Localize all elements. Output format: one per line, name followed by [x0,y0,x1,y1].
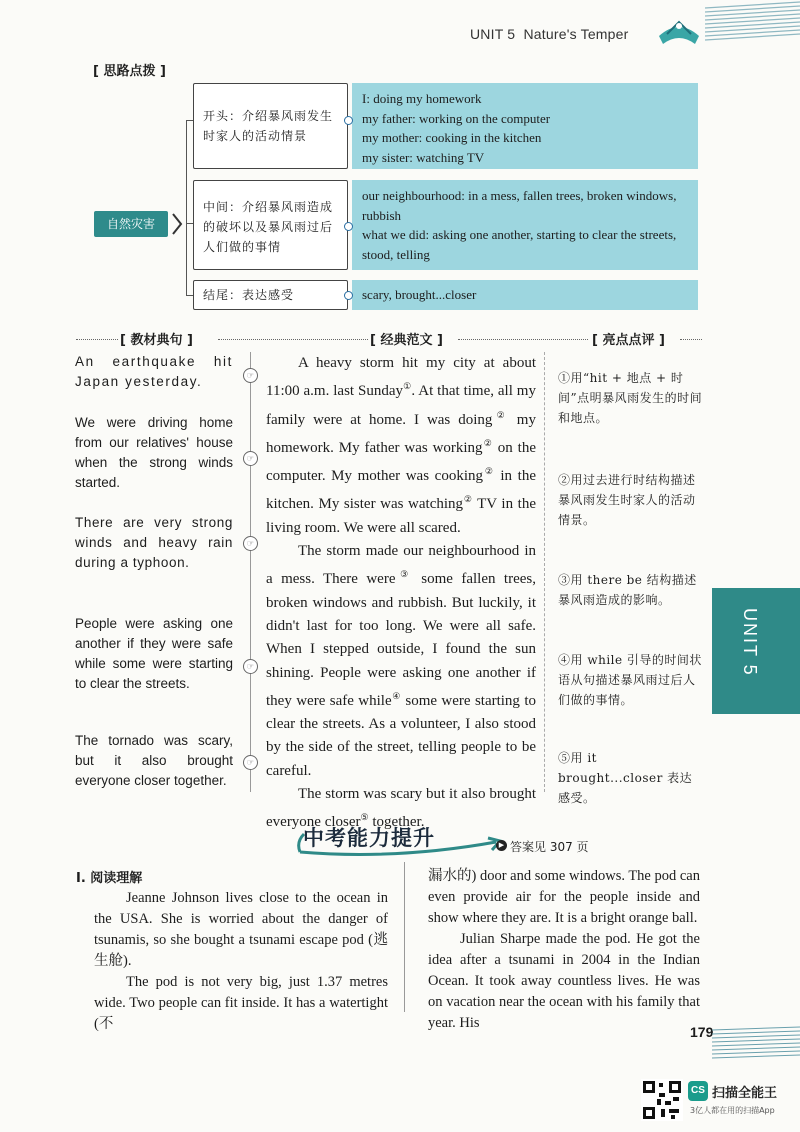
outline-left-box [193,83,348,169]
banner-title: 中考能力提升 [303,826,435,850]
textbook-sentence: We were driving home from our relatives' house when the strong winds started. [75,415,233,490]
link-marker-icon: ☞ [243,659,258,674]
highlight-comment: ⑤用 it brought...closer 表达感受。 [558,751,693,805]
answer-reference: 答案见 307 页 [510,840,589,854]
column-separator [250,352,251,792]
side-tab-label: UNIT 5 [740,608,760,677]
essay-paragraph: The storm made our neighbourhood in a mess. There were③ some fallen trees, broken windows and rubbish. But luckily, it didn't last for too long. We were all safe. When I stepped outside, I found the sun shining. People were asking one another if they were safe while④ some were starting to clear the streets. As a volunteer, I also stood by the side of the street, telling people to be careful. [266,543,536,779]
header-decoration [705,0,800,48]
book-logo-icon [655,14,703,48]
qr-code-icon [641,1079,683,1121]
unit-title: Nature's Temper [523,26,629,42]
outline-detail: my sister: watching TV [362,149,485,165]
connector-dot-icon [344,291,353,300]
connector-dot-icon [344,222,353,231]
outline-right-box [352,180,698,270]
textbook-sentence: The tornado was scary, but it also brought everyone closer together. [75,733,233,788]
link-marker-icon: ☞ [243,536,258,551]
essay-paragraph: The storm was scary but it also brought everyone closer⑤ together. [266,786,536,831]
middle-column-head: [ 经典范文 ] [370,333,443,348]
outline-left-text: 开头：介绍暴风雨发生时家人的活动情景 [203,109,334,143]
textbook-sentence: There are very strong winds and heavy rain during a typhoon. [75,515,233,570]
essay-paragraph: A heavy storm hit my city at about 11:00 a.m. last Sunday①. At that time, all my family were at home. I was doing② my homework. My father was working② on the computer. My mother was cooking② in the kitchen. My sister was watching② TV in the living room. We were all scared. [266,355,536,536]
outline-right-box [352,83,698,169]
outline-left-box [193,180,348,270]
outline-right-box [352,280,698,310]
reading-right-column [428,866,700,1034]
section-title: I. 阅读理解 [76,871,143,886]
footer-decoration [712,1024,800,1062]
outline-detail: I: doing my homework [362,91,482,106]
outline-detail: our neighbourhood: in a mess, fallen trees, broken windows, rubbish [362,188,677,223]
model-essay [266,352,536,835]
outline-section-label: [ 思路点拨 ] [93,64,166,79]
divider [218,339,368,340]
highlight-comment: ④用 while 引导的时间状语从句描述暴风雨过后人们做的事情。 [558,653,702,707]
column-separator [544,352,545,792]
outline-detail: scary, brought...closer [362,287,477,302]
reading-paragraph: The pod is not very big, just 1.37 metres wide. Two people can fit inside. It has a watertight (不 [94,974,388,1032]
divider [680,339,702,340]
chevron-right-icon [170,210,184,238]
reading-paragraph: Jeanne Johnson lives close to the ocean in the USA. She is worried about the danger of tsunamis, so she bought a tsunami escape pod (逃生舱). [94,890,388,969]
page-number: 179 [690,1024,714,1040]
reading-left-column [94,888,388,1035]
outline-detail: my father: working on the computer [362,110,551,126]
reading-paragraph: Julian Sharpe made the pod. He got the idea after a tsunami in 2004 in the Indian Ocean. It took away countless lives. He was on vacation near the ocean with his family that year. His [428,931,700,1031]
textbook-sentence: An earthquake hit Japan yesterday. [75,354,233,389]
unit-label: UNIT 5 [470,26,516,42]
divider [76,339,118,340]
outline-left-text: 结尾：表达感受 [203,288,295,302]
outline-left-box [193,280,348,310]
scanner-app-tagline: 3亿人都在用的扫描App [690,1106,775,1115]
outline-connector [186,120,187,296]
highlight-comment: ②用过去进行时结构描述暴风雨发生时家人的活动情景。 [558,473,696,527]
outline-detail: what we did: asking one another, starting to clear the streets, stood, telling [362,227,677,262]
play-icon: ▶ [496,840,507,851]
right-column-head: [ 亮点点评 ] [592,333,665,348]
connector-dot-icon [344,116,353,125]
scanner-app-name: 扫描全能王 [712,1086,778,1101]
outline-detail: my mother: cooking in the kitchen [362,130,542,145]
highlight-comment: ③用 there be 结构描述暴风雨造成的影响。 [558,573,697,607]
column-separator [404,862,405,1012]
divider [458,339,588,340]
highlight-comment: ①用“hit + 地点 + 时间”点明暴风雨发生的时间和地点。 [558,371,703,425]
textbook-sentence: People were asking one another if they were safe while some were starting to clear the streets. [75,616,233,691]
running-header [470,26,629,42]
link-marker-icon: ☞ [243,368,258,383]
left-column-head: [ 教材典句 ] [120,333,193,348]
link-marker-icon: ☞ [243,755,258,770]
unit-side-tab [712,588,800,714]
reading-paragraph: 漏水的) door and some windows. The pod can even provide air for the people inside and show where they are. It is a bright orange ball. [428,868,700,926]
topic-label: 自然灾害 [94,211,168,237]
outline-left-text: 中间：介绍暴风雨造成的破坏以及暴风雨过后人们做的事情 [203,200,334,254]
link-marker-icon: ☞ [243,451,258,466]
scanner-app-icon: CS [688,1081,708,1101]
